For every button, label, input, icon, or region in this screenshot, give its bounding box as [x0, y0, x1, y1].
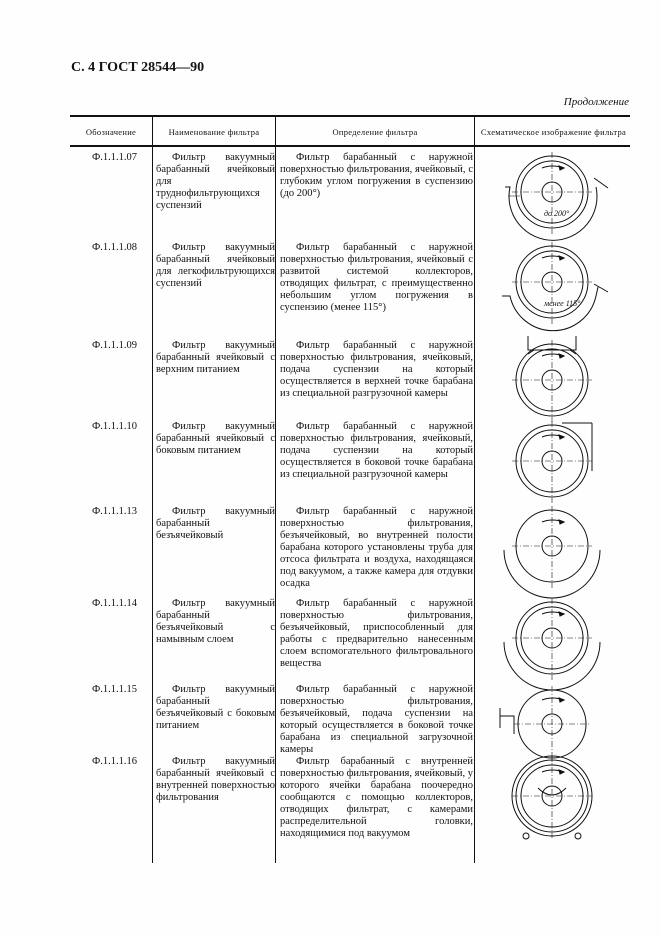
page-header: С. 4 ГОСТ 28544—90 [71, 60, 205, 75]
filter-code: Ф.1.1.1.14 [92, 598, 138, 609]
filter-code: Ф.1.1.1.16 [92, 756, 138, 767]
filter-name [156, 421, 275, 457]
filter-name-text: Фильтр вакуумный барабанный безъячейковый с намывным слоем [156, 598, 275, 645]
filter-definition [280, 421, 473, 481]
filter-name-text: Фильтр вакуумный барабанный безъячейковый с боковым питанием [156, 684, 275, 731]
continuation-label: Продолжение [563, 96, 629, 108]
filter-definition-text: Фильтр барабанный с наружной поверхностью фильтрования, ячейковый, с глубоким углом погружения в суспензию (до 200°) [280, 152, 473, 199]
filter-definition [280, 756, 473, 840]
filter-name [156, 242, 275, 290]
filter-definition-text: Фильтр барабанный с наружной поверхностью фильтрования, безъячейковый, во внутренней полости барабана которого установлены труба для отсоса фильтрата и воздуха, находящаяся под вакуумом, а также камера для отдувки осадка [280, 506, 473, 589]
filter-diagram [490, 236, 615, 341]
filter-definition [280, 340, 473, 400]
column-header-code: Обозначение [85, 126, 137, 137]
filter-name [156, 340, 275, 376]
column-divider [275, 117, 276, 863]
filter-name [156, 152, 275, 212]
filter-name-text: Фильтр вакуумный барабанный ячейковый с боковым питанием [156, 421, 275, 456]
filter-name [156, 598, 275, 646]
column-divider [152, 117, 153, 863]
filter-definition-text: Фильтр барабанный с внутренней поверхностью фильтрования, ячейковый, у которого ячейки барабана поочередно сообщаются с помощью коллекторов, отводящих фильтрат, с камерами распределительной головки, находящимися под вакуумом [280, 756, 473, 839]
filter-code: Ф.1.1.1.13 [92, 506, 138, 517]
filter-definition [280, 506, 473, 590]
diagram-angle-label: менее 115° [544, 299, 581, 308]
filter-name [156, 684, 275, 732]
filter-definition-text: Фильтр барабанный с наружной поверхностью фильтрования, ячейковый с развитой системой коллекторов, отводящих фильтрат, с преимущественно небольшим углом погружения в суспензию (менее 115°) [280, 242, 473, 313]
filter-definition-text: Фильтр барабанный с наружной поверхностью фильтрования, безъячейковый, подача суспензии на который осуществляется в боковой точке барабана из специальной загрузочной камеры [280, 684, 473, 755]
filter-code: Ф.1.1.1.09 [92, 340, 138, 351]
filter-code: Ф.1.1.1.15 [92, 684, 138, 695]
filter-definition [280, 242, 473, 314]
filter-definition [280, 598, 473, 670]
filter-name-text: Фильтр вакуумный барабанный ячейковый для легкофильтрующихся суспензий [156, 242, 275, 289]
filter-name-text: Фильтр вакуумный барабанный ячейковый с внутренней поверхностью фильтрования [156, 756, 275, 803]
column-header-diagram: Схематическое изображение фильтра [480, 126, 627, 137]
filter-code: Ф.1.1.1.07 [92, 152, 138, 163]
filter-code: Ф.1.1.1.10 [92, 421, 138, 432]
filter-diagram [490, 750, 615, 855]
table-top-rule [70, 115, 630, 117]
filter-definition [280, 152, 473, 200]
filter-name [156, 756, 275, 804]
column-header-name: Наименование фильтра [168, 126, 260, 137]
column-divider [474, 117, 475, 863]
filter-diagram [490, 500, 615, 605]
filter-name-text: Фильтр вакуумный барабанный ячейковый для труднофильтрующихся суспензий [156, 152, 275, 211]
filter-name [156, 506, 275, 542]
filter-code: Ф.1.1.1.08 [92, 242, 138, 253]
diagram-angle-label: до 200° [544, 209, 570, 218]
filter-definition-text: Фильтр барабанный с наружной поверхностью фильтрования, ячейковый, подача суспензии на который осуществляется в боковой точке барабана из специальной разгрузочной камеры [280, 421, 473, 480]
filter-definition-text: Фильтр барабанный с наружной поверхностью фильтрования, ячейковый, подача суспензии на который осуществляется в верхней точке барабана из специальной разгрузочной камеры [280, 340, 473, 399]
filter-definition [280, 684, 473, 756]
filter-name-text: Фильтр вакуумный барабанный безъячейковый [156, 506, 275, 541]
filter-name-text: Фильтр вакуумный барабанный ячейковый с верхним питанием [156, 340, 275, 375]
column-header-definition: Определение фильтра [332, 126, 418, 137]
filter-definition-text: Фильтр барабанный с наружной поверхностью фильтрования, безъячейковый, приспособленный для работы с предварительно нанесенным слоем вспомогательного фильтровального вещества [280, 598, 473, 669]
